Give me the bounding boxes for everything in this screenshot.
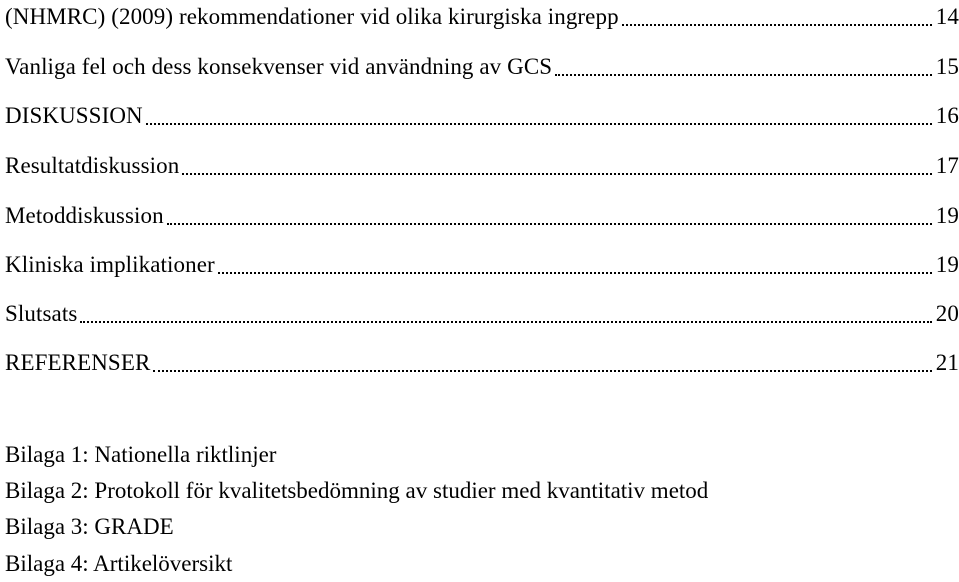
toc-dot-leader xyxy=(80,315,931,323)
toc-dot-leader xyxy=(218,266,932,274)
toc-entry-page: 17 xyxy=(935,153,959,178)
toc-entry-page: 16 xyxy=(935,103,959,128)
toc-entry-page: 14 xyxy=(935,4,959,29)
toc-entry[interactable] xyxy=(5,346,959,376)
toc-entry-page: 19 xyxy=(935,203,959,228)
toc-dot-leader xyxy=(182,167,931,175)
appendix-item: Bilaga 3: GRADE xyxy=(5,514,174,539)
toc-entry[interactable] xyxy=(5,248,959,278)
toc-entry[interactable] xyxy=(5,199,959,229)
toc-dot-leader xyxy=(146,117,932,125)
toc-entry-title: Slutsats xyxy=(5,301,78,326)
appendix-item: Bilaga 4: Artikelöversikt xyxy=(5,551,233,576)
appendix-item: Bilaga 2: Protokoll för kvalitetsbedömning av studier med kvantitativ metod xyxy=(5,478,709,503)
toc-dot-leader xyxy=(153,364,931,372)
toc-entry-title: (NHMRC) (2009) rekommendationer vid olika kirurgiska ingrepp xyxy=(5,4,619,29)
toc-entry-page: 20 xyxy=(935,301,959,326)
toc-entry-title: REFERENSER xyxy=(5,350,151,375)
toc-entry-page: 19 xyxy=(935,252,959,277)
toc-entry-page: 15 xyxy=(935,54,959,79)
toc-entry[interactable] xyxy=(5,99,959,129)
toc-entry-page: 21 xyxy=(935,350,959,375)
toc-entry[interactable] xyxy=(5,0,959,30)
toc-entry-title: Resultatdiskussion xyxy=(5,153,180,178)
toc-entry-title: Vanliga fel och dess konsekvenser vid användning av GCS xyxy=(5,54,553,79)
toc-entry-title: Metoddiskussion xyxy=(5,203,164,228)
appendix-item: Bilaga 1: Nationella riktlinjer xyxy=(5,442,277,467)
toc-dot-leader xyxy=(555,68,932,76)
toc-entry-title: DISKUSSION xyxy=(5,103,143,128)
toc-entry-title: Kliniska implikationer xyxy=(5,252,215,277)
toc-dot-leader xyxy=(167,217,932,225)
toc-entry[interactable] xyxy=(5,50,959,80)
toc-entry[interactable] xyxy=(5,149,959,179)
toc-dot-leader xyxy=(622,18,932,26)
toc-entry[interactable] xyxy=(5,297,959,327)
